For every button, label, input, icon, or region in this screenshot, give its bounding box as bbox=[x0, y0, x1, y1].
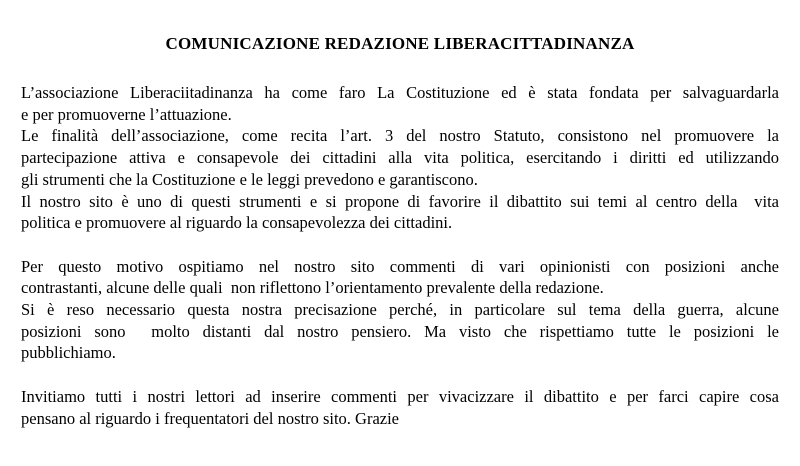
paragraph bbox=[21, 125, 779, 190]
text-line: L’associazione Liberaciitadinanza ha come faro La Costituzione ed è stata fondata per salvaguardarla bbox=[21, 83, 779, 102]
document-title: COMUNICAZIONE REDAZIONE LIBERACITTADINANZA bbox=[165, 34, 635, 53]
text-line: Le finalità dell’associazione, come recita l’art. 3 del nostro Statuto, consistono nel promuovere la bbox=[21, 126, 779, 146]
text-line: politica e promuovere al riguardo la consapevolezza dei cittadini. bbox=[21, 213, 453, 233]
paragraph bbox=[21, 82, 779, 125]
blank-line bbox=[21, 234, 779, 256]
document-body bbox=[21, 82, 779, 429]
text-line: pensano al riguardo i frequentatori del nostro sito. Grazie bbox=[21, 408, 400, 428]
text-line: contrastanti, alcune delle quali non riflettono l’orientamento prevalente della redazione. bbox=[21, 278, 604, 298]
text-line: Invitiamo tutti i nostri lettori ad inserire commenti per vivacizzare il dibattito e per farci capire cosa bbox=[21, 386, 779, 406]
text-line: Il nostro sito è uno di questi strumenti e si propone di favorire il dibattito sui temi al centro della vita bbox=[21, 191, 779, 211]
blank-line bbox=[21, 364, 779, 386]
text-line: Si è reso necessario questa nostra precisazione perché, in particolare sul tema della guerra, alcune bbox=[21, 300, 779, 320]
paragraph bbox=[21, 256, 779, 299]
text-line: posizioni sono molto distanti dal nostro pensiero. Ma visto che rispettiamo tutte le posizioni le bbox=[21, 321, 779, 341]
paragraph bbox=[21, 191, 779, 234]
paragraph bbox=[21, 299, 779, 364]
text-line: pubblichiamo. bbox=[21, 343, 116, 363]
text-line: partecipazione attiva e consapevole dei cittadini alla vita politica, esercitando i diritti ed utilizzando bbox=[21, 148, 779, 168]
text-line: e per promuoverne l’attuazione. bbox=[21, 104, 232, 124]
text-line: gli strumenti che la Costituzione e le leggi prevedono e garantiscono. bbox=[21, 169, 478, 189]
text-line: Per questo motivo ospitiamo nel nostro sito commenti di vari opinionisti con posizioni anche bbox=[21, 256, 779, 276]
paragraph bbox=[21, 386, 779, 429]
